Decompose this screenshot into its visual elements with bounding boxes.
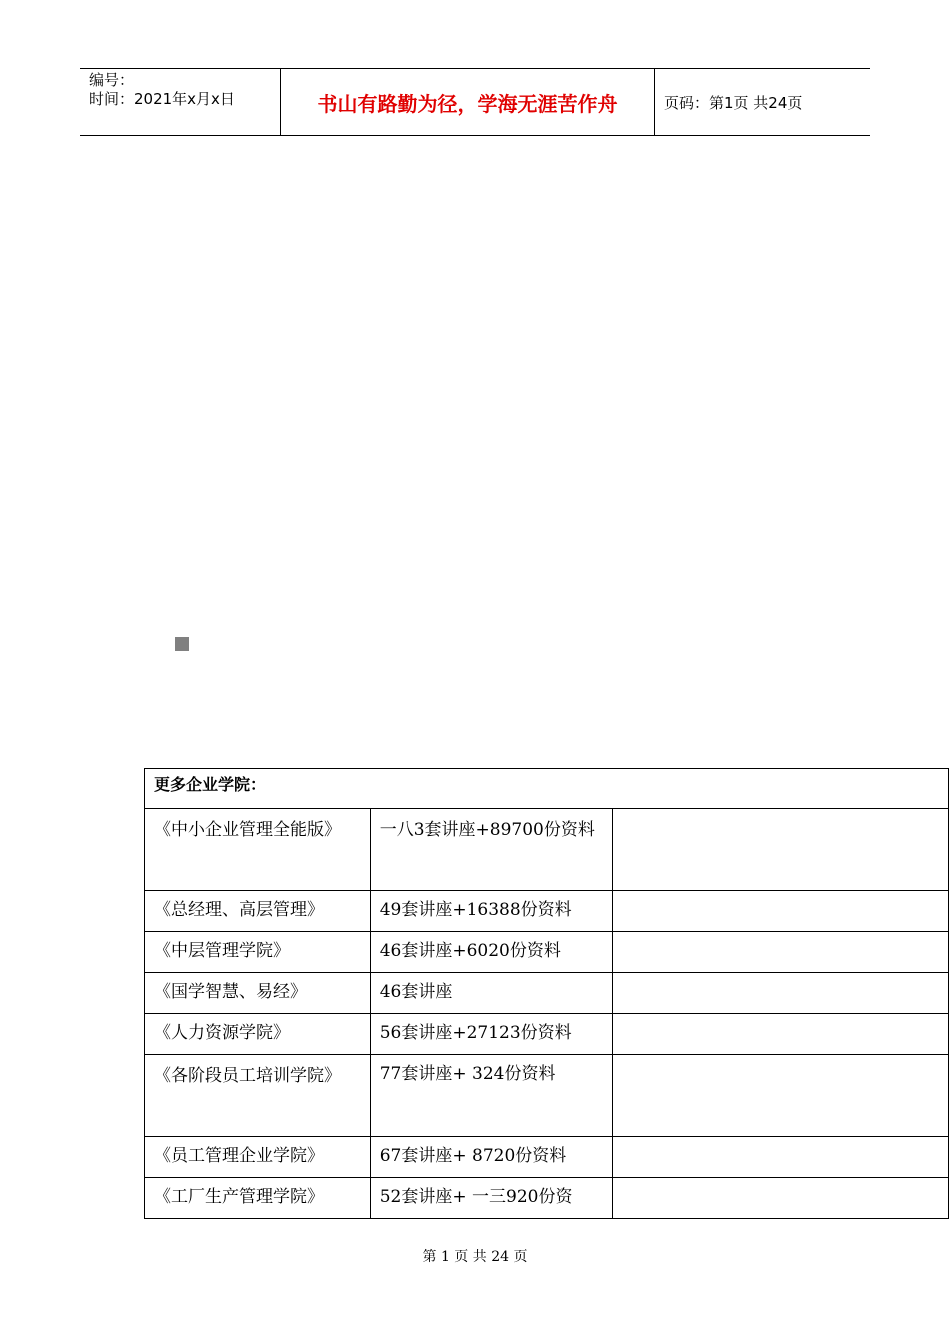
table-caption: 更多企业学院：: [145, 769, 949, 809]
course-name: 《员工管理企业学院》: [145, 1137, 371, 1178]
table-row: [145, 1055, 949, 1137]
course-desc: 46套讲座+6020份资料: [370, 932, 613, 973]
course-desc: 49套讲座+16388份资料: [370, 891, 613, 932]
course-name: 《国学智慧、易经》: [145, 973, 371, 1014]
course-desc: 46套讲座: [370, 973, 613, 1014]
page-header: [80, 68, 870, 136]
table-row: [145, 1178, 949, 1219]
header-motto: 书山有路勤为径，学海无涯苦作舟: [281, 69, 655, 135]
number-label: 编号：: [89, 71, 135, 89]
course-extra: [613, 809, 949, 891]
course-extra: [613, 1137, 949, 1178]
course-name: 《总经理、高层管理》: [145, 891, 371, 932]
table-caption-row: [145, 769, 949, 809]
course-name: 《中层管理学院》: [145, 932, 371, 973]
course-name: 《各阶段员工培训学院》: [145, 1055, 371, 1137]
course-name: 《工厂生产管理学院》: [145, 1178, 371, 1219]
page-footer: 第 1 页 共 24 页: [422, 1249, 528, 1265]
course-name: 《人力资源学院》: [145, 1014, 371, 1055]
course-extra: [613, 1178, 949, 1219]
table-row: [145, 932, 949, 973]
course-desc: 56套讲座+27123份资料: [370, 1014, 613, 1055]
courses-table: [144, 768, 949, 1219]
header-meta: [80, 69, 281, 135]
course-name: 《中小企业管理全能版》: [145, 809, 371, 891]
course-desc: 77套讲座+ 324份资料: [370, 1055, 613, 1137]
course-desc: 52套讲座+ 一三920份资: [370, 1178, 613, 1219]
bullet-square: [175, 637, 189, 651]
table-row: [145, 1014, 949, 1055]
course-desc: 一八3套讲座+89700份资料: [370, 809, 613, 891]
table-row: [145, 891, 949, 932]
course-extra: [613, 973, 949, 1014]
course-desc: 67套讲座+ 8720份资料: [370, 1137, 613, 1178]
course-extra: [613, 932, 949, 973]
table-row: [145, 973, 949, 1014]
time-label: 时间：2021年x月x日: [89, 90, 235, 108]
table-row: [145, 809, 949, 891]
header-page-info: 页码：第1页 共24页: [664, 94, 803, 112]
course-extra: [613, 1014, 949, 1055]
course-extra: [613, 891, 949, 932]
table-row: [145, 1137, 949, 1178]
course-extra: [613, 1055, 949, 1137]
